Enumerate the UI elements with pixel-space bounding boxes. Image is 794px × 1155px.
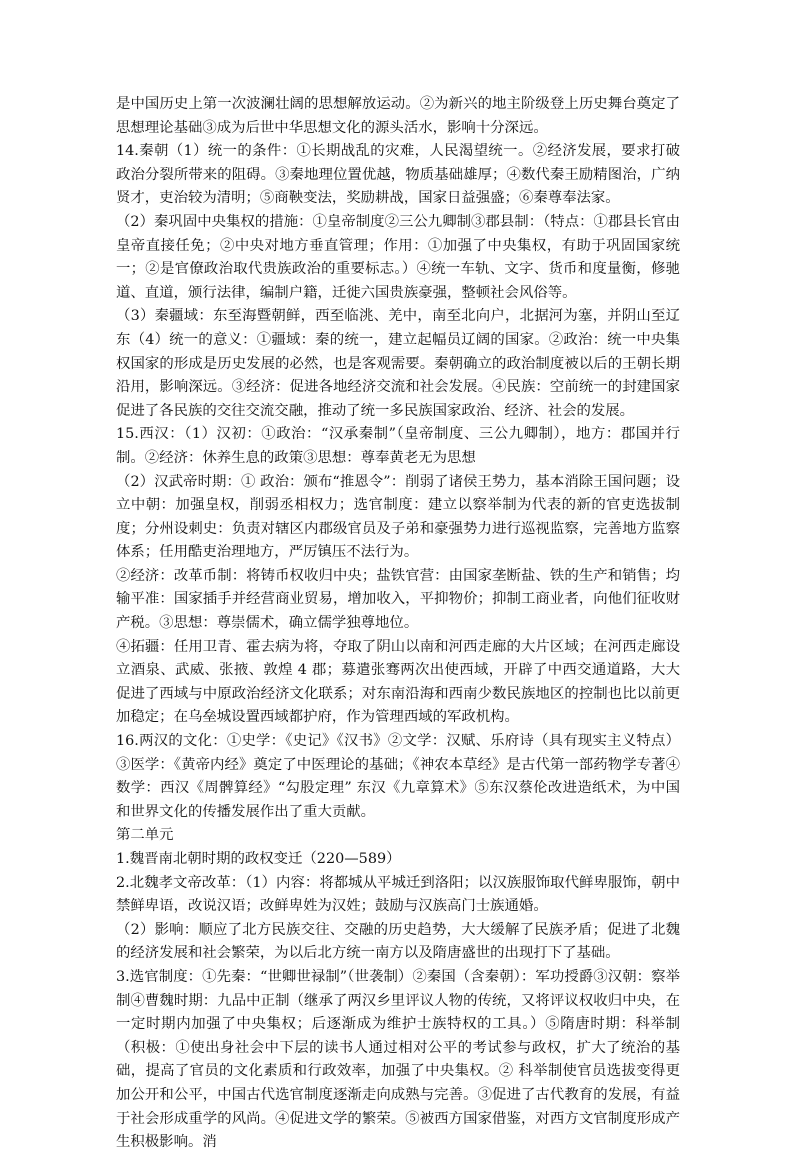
text-line-11: 1.魏晋南北朝时期的政权变迁（220—589）: [116, 851, 401, 867]
text-line-1: 是中国历史上第一次波澜壮阔的思想解放运动。②为新兴的地主阶级登上历史舞台奠定了思想理论基础③成为后世中华思想文化的源头活水，影响十分深远。: [116, 96, 680, 136]
document-page: [116, 93, 680, 1155]
text-line-12: 2.北魏孝文帝改革：（1）内容：将都城从平城迁到洛阳；以汉族服饰取代鲜卑服饰，朝中禁鲜卑语，改说汉语；改鲜卑姓为汉姓；鼓励与汉族高门士族通婚。: [116, 874, 680, 915]
text-line-4: （3）秦疆域：东至海暨朝鲜，西至临洮、羌中，南至北向户，北据河为塞，并阴山至辽东（4）统一的意义：①疆域：秦的统一，建立起幅员辽阔的国家。②政治：统一中央集权国家的形成是历史发展的必然，也是客观需要。秦朝确立的政治制度被以后的王朝长期沿用，影响深远。③经济：促进各地经济交流和社会发展。④民族：空前统一的封建国家促进了各民族的交往交流交融，推动了统一多民族国家政治、经济、社会的发展。: [116, 308, 680, 419]
text-line-8: ④拓疆：任用卫青、霍去病为将，夺取了阴山以南和河西走廊的大片区域；在河西走廊设立酒泉、武威、张掖、敦煌 4 郡；募遣张骞两次出使西域，开辟了中西交通道路，大大促进了西域与中原政治经济文化联系；对东南沿海和西南少数民族地区的控制也比以前更加稳定；在乌垒城设置西域都护府，作为管理西域的军政机构。: [116, 638, 680, 726]
text-line-14: 3.选官制度：①先秦：“世卿世禄制”（世袭制）②秦国（含秦朝）：军功授爵③汉朝：察举制④曹魏时期：九品中正制（继承了两汉乡里评议人物的传统，又将评议权收归中央，在一定时期内加强了中央集权；后逐渐成为维护士族特权的工具。）⑤隋唐时期：科举制（积极：①使出身社会中下层的读书人通过相对公平的考试参与政权，扩大了统治的基础，提高了官员的文化素质和行政效率，加强了中央集权。② 科举制使官员选拔变得更加公开和公平，中国古代选官制度逐渐走向成熟与完善。③促进了古代教育的发展，有益于社会形成重学的风尚。④促进文学的繁荣。⑤被西方国家借鉴，对西方文官制度形成产生积极影响。消: [116, 968, 680, 1151]
text-line-9: 16.两汉的文化：①史学：《史记》《汉书》②文学：汉赋、乐府诗（具有现实主义特点）③医学：《黄帝内经》奠定了中医理论的基础；《神农本草经》是古代第一部药物学专著④数学：西汉《周髀算经》“勾股定理” 东汉《九章算术》⑤东汉蔡伦改进造纸术，为中国和世界文化的传播发展作出了重大贡献。: [116, 733, 680, 820]
text-line-3: （2）秦巩固中央集权的措施：①皇帝制度②三公九卿制③郡县制：（特点：①郡县长官由皇帝直接任免；②中央对地方垂直管理；作用：①加强了中央集权，有助于巩固国家统一；②是官僚政治取代贵族政治的重要标志。）④统一车轨、文字、货币和度量衡，修驰道、直道，颁行法律，编制户籍，迁徙六国贵族豪强，整顿社会风俗等。: [116, 213, 680, 301]
text-line-13: （2）影响：顺应了北方民族交往、交融的历史趋势，大大缓解了民族矛盾；促进了北魏的经济发展和社会繁荣，为以后北方统一南方以及隋唐盛世的出现打下了基础。: [116, 921, 680, 962]
section-heading: 第二单元: [116, 827, 174, 844]
text-line-6: （2）汉武帝时期：① 政治：颁布“推恩令”：削弱了诸侯王势力，基本消除王国问题；设立中朝：加强皇权，削弱丞相权力；选官制度：建立以察举制为代表的新的官吏选拔制度；分州设刺史：负责对辖区内郡级官员及子弟和豪强势力进行巡视监察，完善地方监察体系；任用酷吏治理地方，严厉镇压不法行为。: [116, 473, 680, 561]
text-line-7: ②经济：改革币制：将铸币权收归中央；盐铁官营：由国家垄断盐、铁的生产和销售；均输平准：国家插手并经营商业贸易，增加收入，平抑物价；抑制工商业者，向他们征收财产税。③思想：尊崇儒术，确立儒学独尊地位。: [116, 567, 680, 632]
text-line-2: 14.秦朝（1）统一的条件：①长期战乱的灾难，人民渴望统一。②经济发展，要求打破政治分裂所带来的阻碍。③秦地理位置优越，物质基础雄厚；④数代秦王励精图治，广纳贤才，吏治较为清明；⑤商鞅变法，奖励耕战，国家日益强盛；⑥秦尊奉法家。: [116, 143, 680, 207]
text-line-5: 15.西汉：（1）汉初：①政治：“汉承秦制”（皇帝制度、三公九卿制），地方：郡国并行制。②经济：休养生息的政策③思想：尊奉黄老无为思想: [116, 426, 680, 466]
